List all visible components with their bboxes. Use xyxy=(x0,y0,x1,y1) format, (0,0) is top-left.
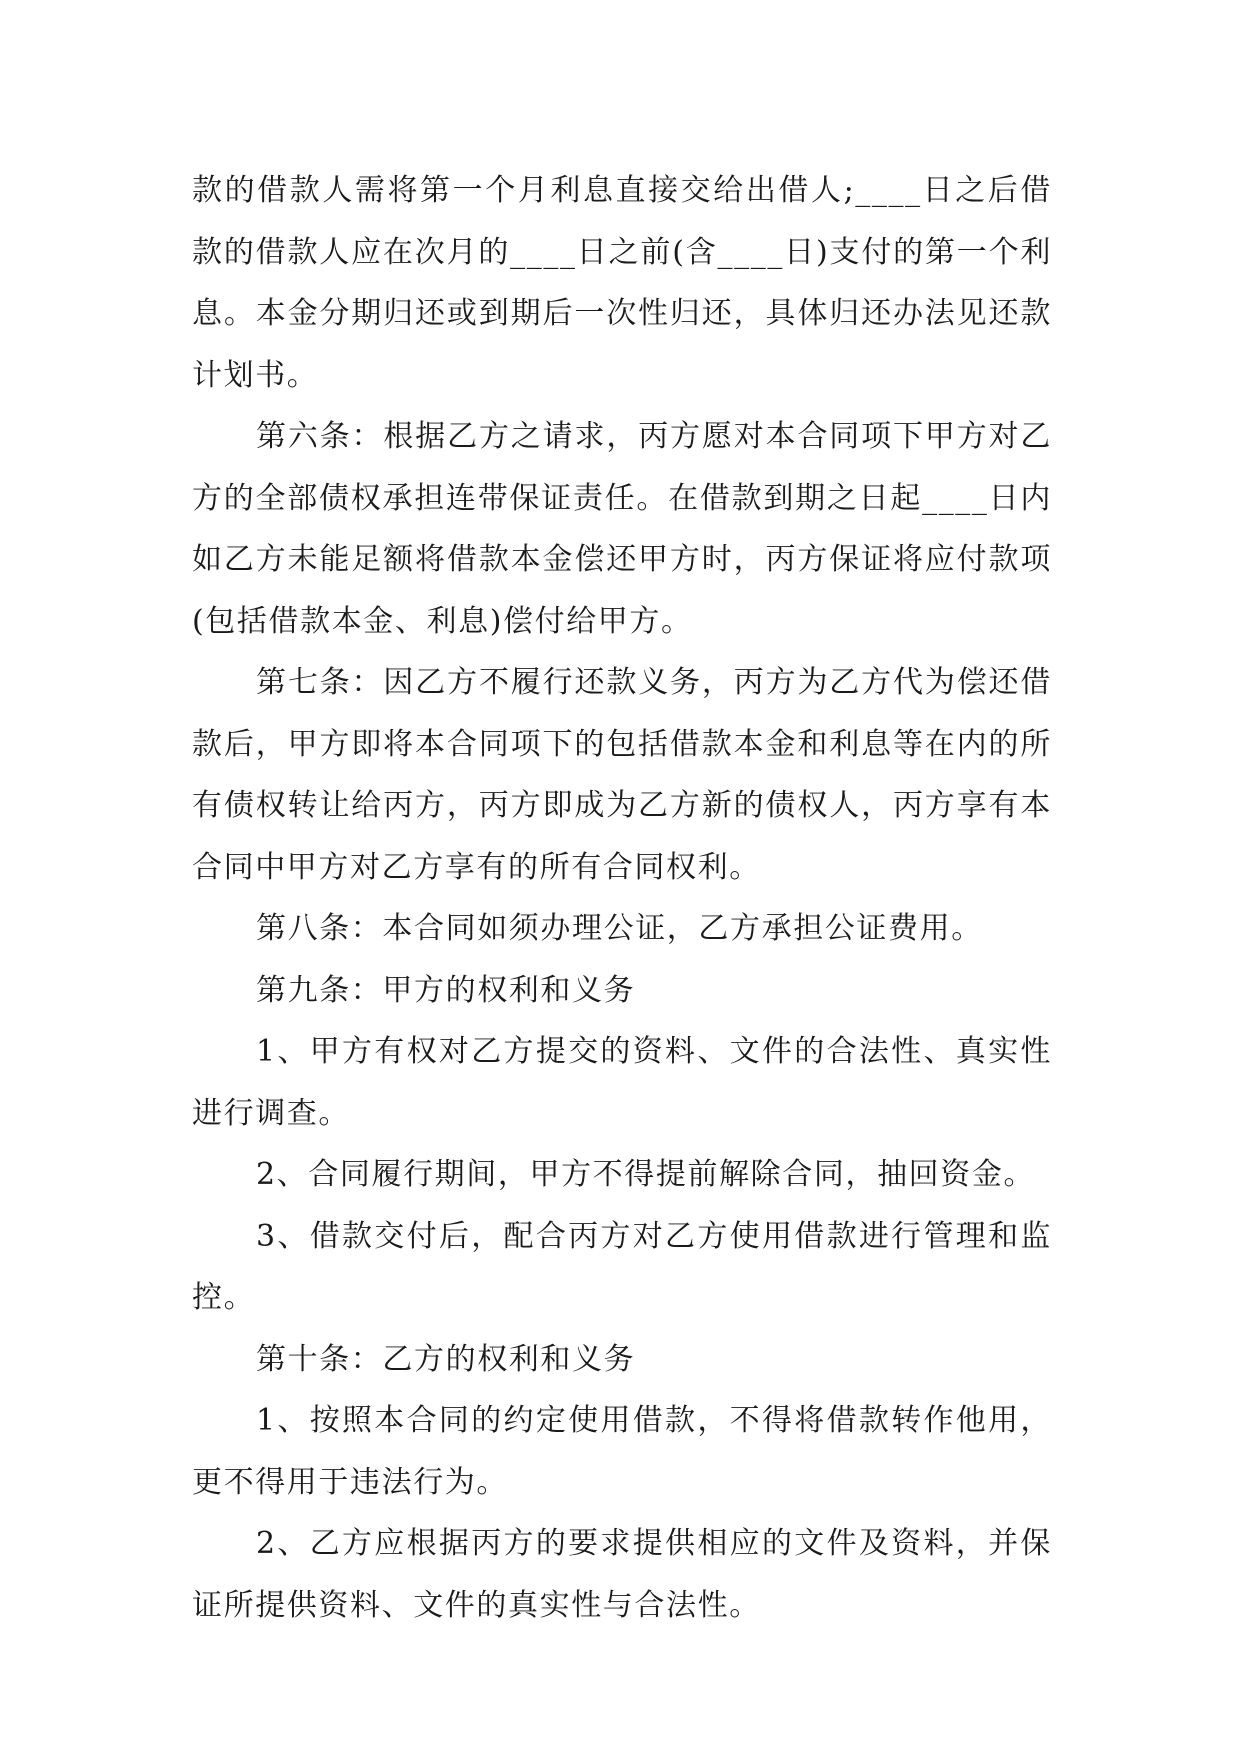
paragraph-article-9-heading: 第九条：甲方的权利和义务 xyxy=(256,972,636,1008)
paragraph-article-8: 第八条：本合同如须办理公证，乙方承担公证费用。 xyxy=(256,911,983,946)
paragraph-article-7: 第七条：因乙方不履行还款义务，丙方为乙方代为偿还借款后，甲方即将本合同项下的包括借款本金和利息等在内的所有债权转让给丙方，丙方即成为乙方新的债权人，丙方享有本合同中甲方对乙方享有的所有合同权利。 xyxy=(192,665,1052,885)
paragraph-article-9-item-3: 3、借款交付后，配合丙方对乙方使用借款进行管理和监控。 xyxy=(192,1218,1052,1315)
document-body xyxy=(192,160,1052,1636)
paragraph-continuation: 款的借款人需将第一个月利息直接交给出借人;____日之后借款的借款人应在次月的____日之前(含____日)支付的第一个利息。本金分期归还或到期后一次性归还，具体归还办法见还款计划书。 xyxy=(192,173,1052,393)
paragraph-article-10-item-1: 1、按照本合同的约定使用借款，不得将借款转作他用，更不得用于违法行为。 xyxy=(192,1403,1052,1500)
paragraph-article-9-item-2: 2、合同履行期间，甲方不得提前解除合同，抽回资金。 xyxy=(256,1157,1036,1192)
paragraph-article-10-item-2: 2、乙方应根据丙方的要求提供相应的文件及资料，并保证所提供资料、文件的真实性与合法性。 xyxy=(192,1526,1052,1623)
paragraph-article-10-heading: 第十条：乙方的权利和义务 xyxy=(256,1341,636,1377)
paragraph-article-6: 第六条：根据乙方之请求，丙方愿对本合同项下甲方对乙方的全部债权承担连带保证责任。在借款到期之日起____日内如乙方未能足额将借款本金偿还甲方时，丙方保证将应付款项(包括借款本金、利息)偿付给甲方。 xyxy=(192,419,1052,639)
paragraph-article-9-item-1: 1、甲方有权对乙方提交的资料、文件的合法性、真实性进行调查。 xyxy=(192,1034,1052,1131)
